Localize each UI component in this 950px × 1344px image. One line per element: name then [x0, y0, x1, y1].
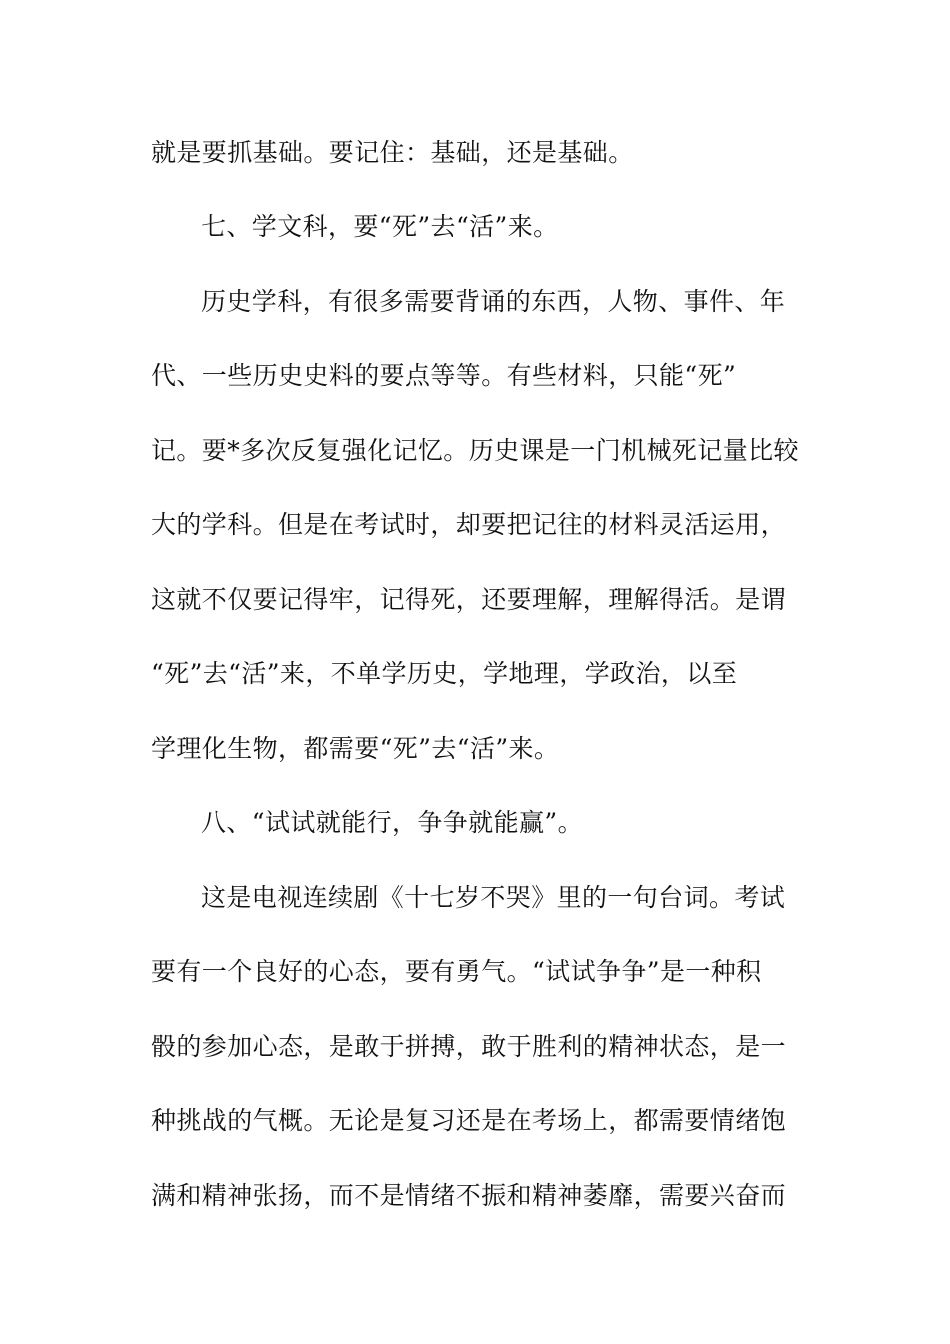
paragraph-line: 学理化生物，都需要“死”去“活”来。 — [151, 734, 560, 763]
section-heading: 八、“试试就能行，争争就能赢”。 — [201, 808, 583, 837]
paragraph-line: 要有一个良好的心态，要有勇气。“试试争争”是一种积 — [151, 957, 762, 986]
text-line: 就是要抓基础。要记住：基础，还是基础。 — [151, 138, 634, 167]
paragraph-line: 满和精神张扬，而不是情绪不振和精神萎靡，需要兴奋而 — [151, 1181, 787, 1210]
paragraph-line: “死”去“活”来，不单学历史，学地理，学政治，以至 — [151, 659, 738, 688]
paragraph-line: 种挑战的气概。无论是复习还是在考场上，都需要情绪饱 — [151, 1106, 787, 1135]
paragraph-line: 这是电视连续剧《十七岁不哭》里的一句台词。考试 — [201, 883, 786, 912]
paragraph-line: 骰的参加心态，是敢于拼搏，敢于胜利的精神状态，是一 — [151, 1032, 787, 1061]
paragraph-line: 历史学科，有很多需要背诵的东西，人物、事件、年 — [201, 287, 786, 316]
paragraph-line: 记。要*多次反复强化记忆。历史课是一门机械死记量比较 — [151, 436, 799, 465]
section-heading: 七、学文科，要“死”去“活”来。 — [201, 212, 559, 241]
paragraph-line: 代、一些历史史料的要点等等。有些材料，只能“死” — [151, 361, 737, 390]
paragraph-line: 大的学科。但是在考试时，却要把记往的材料灵活运用， — [151, 510, 787, 539]
paragraph-line: 这就不仅要记得牢，记得死，还要理解，理解得活。是谓 — [151, 585, 787, 614]
